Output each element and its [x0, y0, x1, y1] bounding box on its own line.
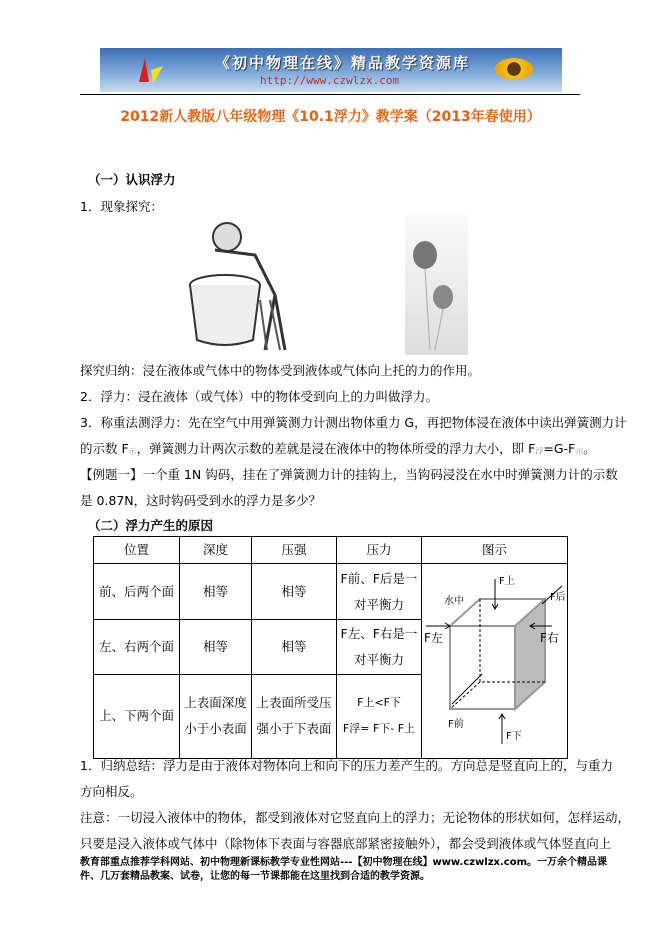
subscript: 浮: [535, 447, 544, 456]
footer-line: 件、几万套精品教案、试卷，让您的每一节课都能在这里找到合适的教学资源。: [80, 871, 430, 882]
label-f-right: F右: [540, 631, 559, 645]
section1-heading: （一）认识浮力: [88, 172, 176, 187]
cell-line: F左、F右是一: [340, 625, 418, 641]
label-f-front: F前: [448, 719, 464, 730]
table-header: 深度: [180, 537, 252, 564]
table-cell: [337, 620, 422, 675]
header-divider: [80, 94, 580, 95]
text-line: 探究归纳：浸在液体或气体中的物体受到液体或气体向上托的力的作用。: [80, 363, 481, 378]
text-line: 1．归纳总结：浮力是由于液体对物体向上和向下的压力差产生的。方向总是竖直向上的，与重力: [80, 758, 613, 773]
text-line: 1．现象探究：: [80, 199, 163, 214]
text-line: 方向相反。: [80, 784, 143, 799]
text-line: 注意：一切浸入液体中的物体，都受到液体对它竖直向上的浮力；无论物体的形状如何，怎样运动，: [80, 810, 631, 825]
text: ，弹簧测力计两次示数的差就是浸在液体中的物体所受的浮力大小，即 F: [136, 441, 536, 456]
table-cell: [337, 564, 422, 620]
label-f-back: F后: [550, 592, 566, 603]
text-line: 2．浮力：浸在液体（或气体）中的物体受到向上的力叫做浮力。: [80, 389, 438, 404]
cell-line: F前、F后是一: [340, 570, 418, 586]
label-f-left: F左: [424, 631, 443, 645]
table-cell: 上、下两个面: [94, 674, 180, 758]
cube-force-diagram: [422, 564, 567, 749]
text: 。: [583, 441, 596, 456]
force-diagram-cell: [422, 564, 568, 759]
footer-line: 教育部重点推荐学科网站、初中物理新课标教学专业性网站---【初中物理在线】www.czwlzx.com。一万余个精品课: [80, 857, 608, 868]
text-line: 3．称重法测浮力：先在空气中用弹簧测力计测出物体重力 G，再把物体浸在液体中读出弹簧测力计: [80, 415, 627, 430]
label-f-up: F上: [499, 576, 515, 587]
cell-line: 对平衡力: [353, 651, 404, 667]
table-cell: 左、右两个面: [94, 620, 180, 675]
buoyancy-table: [93, 536, 568, 759]
text: =G-F: [543, 441, 576, 456]
table-header: 压力: [337, 537, 422, 564]
example-text: 是 0.87N，这时钩码受到水的浮力是多少？: [80, 493, 322, 508]
table-cell: 上表面深度小于小表面: [180, 674, 252, 758]
cell-line: F浮= F下- F上: [342, 722, 416, 736]
table-cell: 相等: [252, 620, 337, 675]
table-cell: [337, 674, 422, 758]
table-header: 压强: [252, 537, 337, 564]
cell-line: 对平衡力: [353, 596, 404, 612]
sunflower-image: [495, 58, 533, 80]
text-line: 只要是浸入液体或气体中（除物体下表面与容器底部紧密接触外），都会受到液体或气体竖直向上: [80, 836, 612, 851]
cell-line: F上<F下: [357, 696, 401, 710]
banner-title: 《初中物理在线》精品教学资源库: [215, 54, 471, 72]
page-title: 2012新人教版八年级物理《10.1浮力》教学案（2013年春使用）: [120, 109, 541, 125]
table-cell: 相等: [180, 620, 252, 675]
text-line: [80, 439, 596, 457]
text: 的示数 F: [80, 441, 129, 456]
header-banner: [100, 48, 562, 92]
banner-url[interactable]: http://www.czwlzx.com: [260, 74, 400, 87]
logo-icon: [135, 56, 165, 86]
table-cell: 相等: [180, 564, 252, 620]
subscript: 示: [575, 447, 584, 456]
example-text: 【例题一】一个重 1N 钩码，挂在了弹簧测力计的挂钩上，当钩码浸没在水中时弹簧测力计的示数: [80, 467, 618, 482]
table-cell: 相等: [252, 564, 337, 620]
label-water: 水中: [444, 596, 464, 607]
table-header: 图示: [422, 537, 568, 564]
label-f-down: F下: [506, 731, 522, 742]
balloons-image: [405, 215, 468, 355]
section2-heading: （二）浮力产生的原因: [88, 518, 214, 533]
subscript: 示: [128, 447, 137, 456]
table-header: 位置: [94, 537, 180, 564]
boy-bucket-image: [185, 215, 305, 355]
table-cell: 前、后两个面: [94, 564, 180, 620]
table-cell: 上表面所受压强小于下表面: [252, 674, 337, 758]
